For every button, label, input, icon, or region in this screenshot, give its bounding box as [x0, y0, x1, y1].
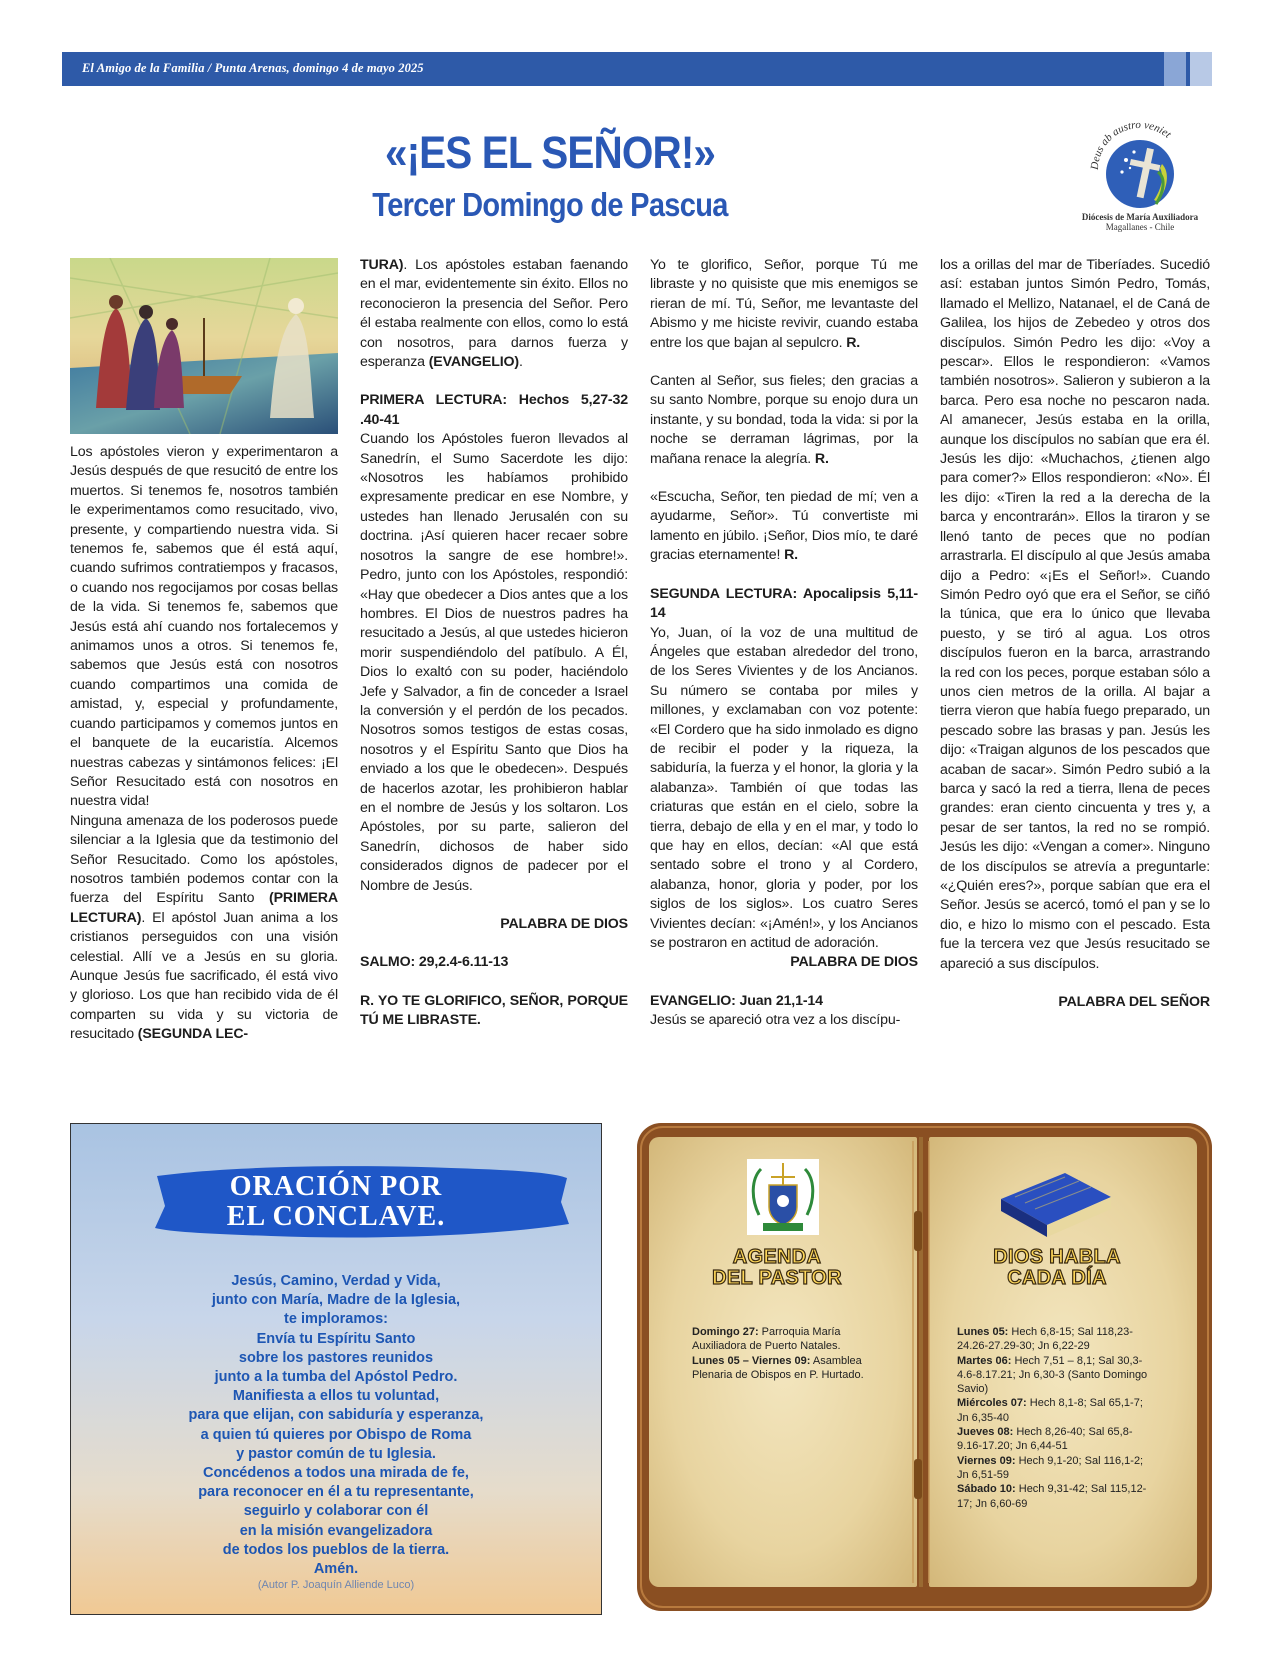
prayer-title-2: EL CONCLAVE.: [226, 1201, 446, 1232]
daily-reading-item: [957, 1454, 1157, 1483]
daily-reading-item-text: Hech 6,8-15; Sal 118,23-24.26-27.29-30; Jn 6,22-29: [957, 1326, 1133, 1353]
prayer-line: Concédenos a todos una mirada de fe,: [203, 1465, 469, 1482]
logo-motto: Deus ab austro veniet: [1088, 118, 1174, 171]
intro-p2-ref2: (SEGUNDA LEC-: [137, 1026, 248, 1043]
daily-reading-item-day: Jueves 08:: [957, 1426, 1014, 1439]
page-subtitle: Tercer Domingo de Pascua: [372, 186, 728, 223]
spacer: [360, 973, 628, 992]
page-title: «¡ES EL SEÑOR!»: [384, 127, 716, 178]
conclave-prayer-box: [70, 1123, 602, 1615]
spacer: [650, 469, 918, 488]
blue-bible-icon: [995, 1165, 1115, 1245]
header-accent-2: [1164, 52, 1186, 86]
daily-reading-item-day: Lunes 05:: [957, 1326, 1009, 1338]
first-reading-heading: PRIMERA LECTURA: Hechos 5,27-32 .40-41: [360, 392, 628, 428]
prayer-title: [71, 1172, 601, 1232]
daily-title-1: DIOS HABLA: [993, 1246, 1121, 1268]
second-reading-text: Yo, Juan, oí la voz de una multitud de Ángeles que estaban alrededor del trono, de los Seres Vivientes y de los Ancianos. Su número se contaba por miles y millones, y exclamaban con voz potente: «El Cordero que ha sido inmolado es digno de recibir el poder y la riqueza, la sabiduría, la fuerza y el honor, la gloria y la alabanza». También oí que todas las criaturas que están en el cielo, sobre la tierra, debajo de ella y en el mar, y todo lo que hay en ellos, decían: «Al que está sentado sobre el trono y al Cordero, alabanza, honor, gloria y poder, por los siglos de los siglos». Los cuatro Seres Vivientes decían: «¡Amén!», y los Ancianos se postraron en actitud de adoración.: [650, 624, 918, 951]
daily-reading-item-day: Miércoles 07:: [957, 1397, 1027, 1410]
daily-reading-item-day: Sábado 10:: [957, 1483, 1016, 1496]
prayer-title-1: ORACIÓN POR: [229, 1171, 443, 1202]
spacer: [650, 973, 918, 992]
daily-title: [957, 1247, 1157, 1289]
agenda-list: [692, 1325, 897, 1382]
daily-reading-item-text: Hech 8,26-40; Sal 65,8-9.16-17.20; Jn 6,44-51: [957, 1426, 1133, 1453]
prayer-line: sobre los pastores reunidos: [238, 1349, 434, 1366]
spacer: [360, 372, 628, 391]
intro-p2b-text: . El apóstol Juan anima a los cristianos perseguidos con una visión celestial. Allí ve a Jesús en su gloria. Aunque Jesús fue sacrificado, él está vivo y glorioso. Los que han recibido vida de él comparten su vida y su victoria de resucitado: [70, 909, 338, 1043]
daily-reading-item-day: Martes 06:: [957, 1354, 1012, 1367]
column-3: [650, 256, 918, 1031]
agenda-item-day: Lunes 05 – Viernes 09:: [692, 1354, 811, 1367]
psalm-stanza-3-text: «Escucha, Señor, ten piedad de mí; ven a ayudarme, Señor». Tú convertiste mi lamento en júbilo. ¡Señor, Dios mío, te daré gracias eternamente!: [650, 489, 918, 564]
intro-p2-text: Ninguna amenaza de los poderosos puede silenciar a la Iglesia que da testimonio del Señor Resucitado. Como los apóstoles, nosotros también podemos contar con la fuerza del Espíritu Santo: [70, 812, 338, 907]
spacer: [650, 566, 918, 585]
agenda-item-text: Parroquia María Auxiliadora de Puerto Natales.: [692, 1326, 841, 1353]
psalm-response: R. YO TE GLORIFICO, SEÑOR, PORQUE TÚ ME LIBRASTE.: [360, 992, 628, 1029]
agenda-title-2: DEL PASTOR: [712, 1267, 842, 1289]
daily-reading-item: [957, 1482, 1157, 1511]
gospel-closing: PALABRA DEL SEÑOR: [1058, 994, 1210, 1011]
psalm-stanza-2-text: Canten al Señor, sus fieles; den gracias a su santo Nombre, porque su enojo dura un instante, y su bondad, toda la vida: si por la noche se derraman lágrimas, por la mañana renace la alegría.: [650, 373, 918, 467]
open-book: [637, 1115, 1212, 1617]
bishop-coat-of-arms-icon: [747, 1159, 819, 1235]
gospel-text: los a orillas del mar de Tiberíades. Sucedió así: estaban juntos Simón Pedro, Tomás, llamado el Mellizo, Natanael, el de Caná de Galilea, los hijos de Zebedeo y otros dos discípulos. Simón Pedro les dijo: «Voy a pescar». Ellos le respondieron: «Vamos también nosotros». Salieron y subieron a la barca. Pero esa noche no pescaron nada. Al amanecer, Jesús estaba en la orilla, aunque los discípulos no sabían que era él. Jesús les dijo: «Muchachos, ¿tienen algo para comer?» Ellos respondieron: «No». Él les dijo: «Tiren la red a la derecha de la barca y encontrarán». Ellos la tiraron y se llenó tanto de peces que no podían arrastrarla. El discípulo al que Jesús amaba dijo a Pedro: «¡Es el Señor!». Cuando Simón Pedro oyó que era el Señor, se ciñó la túnica, que era lo único que llevaba puesto, y se tiró al agua. Los otros discípulos fueron en la barca, arrastrando la red con los peces, porque estaban sólo a unos cien metros de la orilla. Al bajar a tierra vieron que había fuego preparado, un pescado sobre las brasas y pan. Jesús les dijo: «Traigan algunos de los pescados que acaban de sacar». Simón Pedro subió a la barca y sacó la red a tierra, llena de peces grandes: eran ciento cincuenta y tres y, a pesar de ser tantos, la red no se rompió. Jesús les dijo: «Vengan a comer». Ninguno de los discípulos se atrevía a preguntarle: «¿Quién eres?», porque sabían que era el Señor. Jesús se acercó, tomó el pan y se lo dio, e hizo lo mismo con el pescado. Esta fue la tercera vez que Jesús resucitado se apareció a sus discípulos.: [940, 257, 1210, 972]
agenda-title: [677, 1247, 877, 1289]
apostles-boat-painting: [70, 258, 338, 434]
cont-ref2: (EVANGELIO): [428, 354, 520, 371]
daily-title-2: CADA DÍA: [1007, 1267, 1107, 1289]
daily-reading-item: [957, 1354, 1157, 1397]
prayer-text: [71, 1272, 601, 1579]
header-bar: [62, 52, 1212, 86]
daily-reading-item-text: Hech 8,1-8; Sal 65,1-7; Jn 6,35-40: [957, 1397, 1143, 1424]
prayer-line: a quien tú quieres por Obispo de Roma: [200, 1426, 472, 1443]
cont-ref: TURA): [360, 257, 404, 273]
gospel-heading: EVANGELIO: Juan 21,1-14: [650, 992, 823, 1009]
spacer: [650, 353, 918, 372]
prayer-line: Manifiesta a ellos tu voluntad,: [232, 1388, 440, 1405]
psalm-r-3: R.: [784, 547, 798, 564]
daily-reading-item-text: Hech 9,31-42; Sal 115,12-17; Jn 6,60-69: [957, 1483, 1147, 1510]
first-reading-text: Cuando los Apóstoles fueron llevados al Sanedrín, el Sumo Sacerdote les dijo: «Nosotros les habíamos prohibido expresamente predicar en ese Nombre, y ustedes han llenado Jerusalén con su doctrina. ¡Así quieren hacer recaer sobre nosotros la sangre de ese hombre!». Pedro, junto con los Apóstoles, respondió: «Hay que obedecer a Dios antes que a los hombres. El Dios de nuestros padres ha resucitado a Jesús, al que ustedes hicieron morir suspendiéndolo del patíbulo. A Él, Dios lo exaltó con su poder, haciéndolo Jefe y Salvador, a fin de conceder a Israel la conversión y el perdón de los pecados. Nosotros somos testigos de estas cosas, nosotros y el Espíritu Santo que Dios ha enviado a los que le obedecen». Después de hacerlos azotar, les prohibieron hablar en el nombre de Jesús y los soltaron. Los Apóstoles, por su parte, salieron del Sanedrín, dichosos de haber sido considerados dignos de padecer por el Nombre de Jesús.: [360, 431, 628, 894]
first-reading-closing: PALABRA DE DIOS: [500, 916, 628, 932]
agenda-item-day: Domingo 27:: [692, 1326, 759, 1338]
agenda-title-1: AGENDA: [732, 1246, 822, 1268]
psalm-heading: SALMO: 29,2.4-6.11-13: [360, 954, 509, 971]
daily-reading-item-day: Viernes 09:: [957, 1454, 1016, 1467]
prayer-line: y pastor común de tu Iglesia.: [236, 1445, 436, 1462]
psalm-stanza-3: [650, 488, 918, 566]
spacer: [360, 934, 628, 953]
header-accent-1: [1190, 52, 1212, 86]
psalm-r-1: R.: [846, 334, 861, 351]
psalm-r-2: R.: [814, 450, 829, 467]
intro-paragraph-1: Los apóstoles vieron y experimentaron a Jesús después de que resucitó de entre los muertos. Si tenemos fe, nosotros también le experimentamos como resucitado, vivo, presente, y compartiendo nuestra vida. Si tenemos fe, sabemos que él está aquí, cuando sufrimos contratiempos y fracasos, o cuando nos regocijamos por cosas bellas de la vida. Si tenemos fe, sabemos que Jesús está ahí cuando nos fortalecemos y animamos unos a otros. Si tenemos fe, sabemos que Jesús está con nosotros cuando compartimos una comida de amistad, y, especial y profundamente, cuando participamos y comemos juntos en el banquete de la eucaristía. Alcemos nuestras cabezas y sintámonos felices: ¡El Señor Resucitado está con nosotros en nuestra vida!: [70, 444, 338, 810]
prayer-line: junto a la tumba del Apóstol Pedro.: [214, 1369, 458, 1386]
prayer-line: de todos los pueblos de la tierra.: [222, 1541, 450, 1558]
diocese-cross-logo-icon: [1078, 112, 1202, 212]
running-title: El Amigo de la Familia / Punta Arenas, domingo 4 de mayo 2025: [82, 61, 424, 75]
prayer-line: Envía tu Espíritu Santo: [256, 1330, 416, 1347]
prayer-author: (Autor P. Joaquín Alliende Luco): [257, 1579, 415, 1591]
agenda-item: [692, 1325, 897, 1354]
intro-continuation: [360, 256, 628, 372]
second-reading-closing: PALABRA DE DIOS: [790, 954, 918, 971]
psalm-stanza-1: [650, 256, 918, 353]
prayer-line: para que elijan, con sabiduría y esperanza,: [188, 1407, 484, 1424]
logo-caption-1: Diócesis de María Auxiliadora: [1081, 212, 1199, 222]
spacer: [940, 974, 1210, 993]
prayer-line: te imploramos:: [284, 1311, 388, 1328]
cont-text: . Los apóstoles estaban faenando en el mar, evidentemente sin éxito. Ellos no reconocieron la presencia del Señor. Pero él estaba realmente con ellos, como lo está con nosotros, para darnos fuerza y esperanza: [360, 257, 628, 371]
daily-readings-list: [957, 1325, 1157, 1511]
daily-reading-item: [957, 1396, 1157, 1425]
prayer-line: para reconocer en él a tu representante,: [198, 1484, 474, 1501]
logo-caption: [1074, 212, 1206, 232]
prayer-line: junto con María, Madre de la Iglesia,: [211, 1292, 461, 1309]
psalm-stanza-1-text: Yo te glorifico, Señor, porque Tú me libraste y no quisiste que mis enemigos se rieran de mí. Tú, Señor, me levantaste del Abismo y me hiciste revivir, cuando estaba entre los que bajan al sepulcro.: [650, 257, 918, 351]
prayer-line: Amén.: [313, 1561, 359, 1578]
column-4: [940, 256, 1210, 1012]
agenda-item: [692, 1354, 897, 1383]
spacer: [360, 896, 628, 915]
diocese-logo: [1078, 112, 1202, 242]
prayer-line: en la misión evangelizadora: [239, 1522, 433, 1539]
intro-p2-ref: (PRIMERA LECTURA): [70, 890, 338, 926]
prayer-line: seguirlo y colaborar con él: [243, 1503, 429, 1520]
logo-caption-2: Magallanes - Chile: [1105, 222, 1175, 232]
column-2: [360, 256, 628, 1031]
daily-reading-item-text: Hech 7,51 – 8,1; Sal 30,3-4.6-8.17.21; Jn 6,30-3 (Santo Domingo Savio): [957, 1354, 1148, 1396]
agenda-item-text: Asamblea Plenaria de Obispos en P. Hurtado.: [692, 1354, 864, 1381]
column-1: [70, 443, 338, 1045]
cont-end: .: [519, 354, 523, 371]
psalm-stanza-2: [650, 372, 918, 469]
intro-paragraph-2: [70, 812, 338, 1045]
second-reading-heading: SEGUNDA LECTURA: Apocalipsis 5,11-14: [650, 585, 918, 622]
gospel-start: Jesús se apareció otra vez a los discípu-: [650, 1012, 901, 1029]
daily-reading-item: [957, 1425, 1157, 1454]
daily-reading-item-text: Hech 9,1-20; Sal 116,1-2; Jn 6,51-59: [957, 1454, 1144, 1481]
daily-reading-item: [957, 1325, 1157, 1354]
prayer-line: Jesús, Camino, Verdad y Vida,: [231, 1273, 441, 1289]
